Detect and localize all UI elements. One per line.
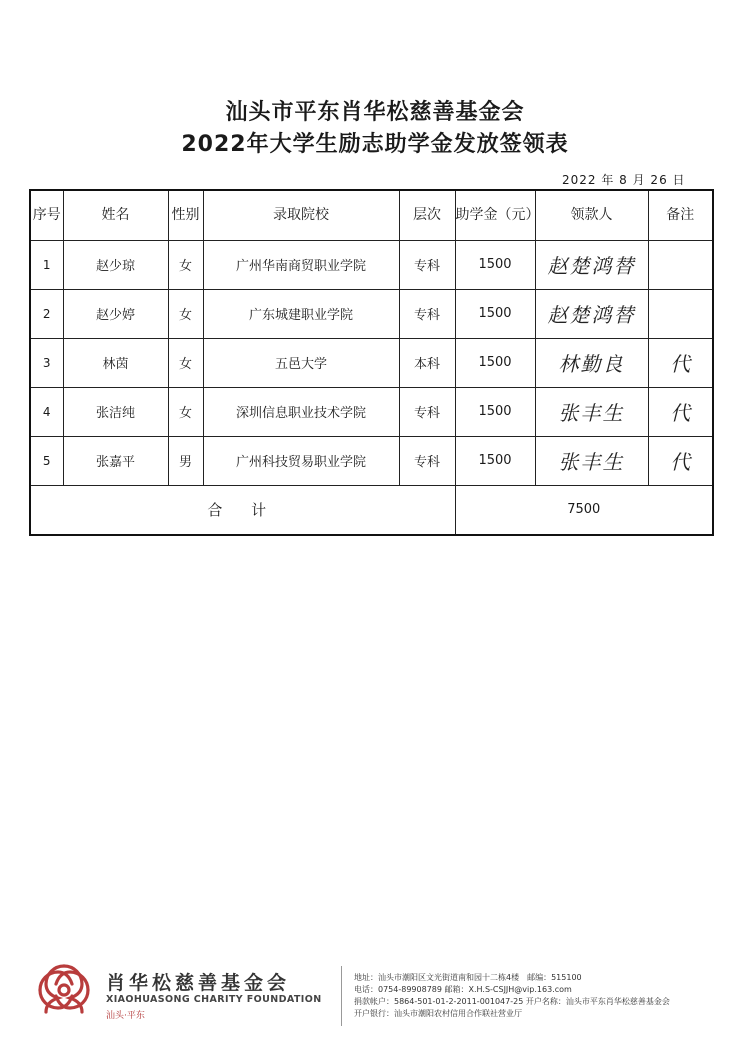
cell-remark xyxy=(648,289,713,338)
table-row xyxy=(30,240,713,289)
cell-amount: 1500 xyxy=(455,338,535,387)
cell-remark: 代 xyxy=(648,387,713,436)
allowance-table xyxy=(29,189,714,536)
cell-signature: 赵楚鸿替 xyxy=(535,240,648,289)
document-subtitle: 2022年大学生励志助学金发放签领表 xyxy=(181,132,569,157)
cell-signature: 张丰生 xyxy=(535,387,648,436)
cell-name: 赵少婷 xyxy=(63,289,168,338)
cell-school: 广州科技贸易职业学院 xyxy=(203,436,399,485)
contact-account: 捐款帐户：5864-501-01-2-2011-001047-25 开户名称：汕头市平东肖华松慈善基金会 xyxy=(354,997,670,1006)
cell-name: 张洁纯 xyxy=(63,387,168,436)
cell-level: 专科 xyxy=(399,240,455,289)
cell-seq: 4 xyxy=(30,387,63,436)
cell-remark xyxy=(648,240,713,289)
cell-seq: 3 xyxy=(30,338,63,387)
total-amount: 7500 xyxy=(455,485,713,535)
cell-school: 广东城建职业学院 xyxy=(203,289,399,338)
cell-level: 本科 xyxy=(399,338,455,387)
cell-gender: 女 xyxy=(168,387,203,436)
table-row xyxy=(30,436,713,485)
org-name-cn: 肖华松慈善基金会 xyxy=(106,972,291,994)
cell-gender: 女 xyxy=(168,289,203,338)
cell-school: 广州华南商贸职业学院 xyxy=(203,240,399,289)
document-date: 2022 年 8 月 26 日 xyxy=(562,173,686,187)
cell-name: 赵少琼 xyxy=(63,240,168,289)
total-row xyxy=(30,485,713,535)
cell-seq: 1 xyxy=(30,240,63,289)
header-amount: 助学金（元） xyxy=(455,190,535,240)
cell-amount: 1500 xyxy=(455,240,535,289)
table-row xyxy=(30,387,713,436)
cell-seq: 2 xyxy=(30,289,63,338)
foundation-logo-icon xyxy=(32,958,96,1022)
cell-remark: 代 xyxy=(648,338,713,387)
cell-amount: 1500 xyxy=(455,436,535,485)
contact-bank: 开户银行：汕头市潮阳农村信用合作联社营业厅 xyxy=(354,1009,522,1018)
table-row xyxy=(30,289,713,338)
total-label: 合 计 xyxy=(30,485,455,535)
cell-school: 深圳信息职业技术学院 xyxy=(203,387,399,436)
cell-seq: 5 xyxy=(30,436,63,485)
cell-amount: 1500 xyxy=(455,387,535,436)
cell-gender: 女 xyxy=(168,240,203,289)
contact-address: 地址：汕头市潮阳区文光街道南和园十二栋4楼 邮编：515100 xyxy=(354,973,582,982)
table-header-row xyxy=(30,190,713,240)
cell-remark: 代 xyxy=(648,436,713,485)
cell-signature: 赵楚鸿替 xyxy=(535,289,648,338)
header-recipient: 领款人 xyxy=(535,190,648,240)
contact-phone-email: 电话：0754-89908789 邮箱：X.H.S-CSJJH@vip.163.com xyxy=(354,985,572,994)
header-school: 录取院校 xyxy=(203,190,399,240)
cell-level: 专科 xyxy=(399,387,455,436)
header-remark: 备注 xyxy=(648,190,713,240)
cell-level: 专科 xyxy=(399,289,455,338)
org-name-en: XIAOHUASONG CHARITY FOUNDATION xyxy=(106,994,322,1005)
footer-divider xyxy=(341,966,342,1026)
table-row xyxy=(30,338,713,387)
header-name: 姓名 xyxy=(63,190,168,240)
cell-school: 五邑大学 xyxy=(203,338,399,387)
document-title: 汕头市平东肖华松慈善基金会 xyxy=(225,100,525,125)
cell-name: 张嘉平 xyxy=(63,436,168,485)
cell-gender: 女 xyxy=(168,338,203,387)
header-seq: 序号 xyxy=(30,190,63,240)
cell-amount: 1500 xyxy=(455,289,535,338)
header-gender: 性别 xyxy=(168,190,203,240)
cell-name: 林茵 xyxy=(63,338,168,387)
header-level: 层次 xyxy=(399,190,455,240)
cell-level: 专科 xyxy=(399,436,455,485)
org-location: 汕头·平东 xyxy=(106,1011,145,1021)
cell-signature: 林勤良 xyxy=(535,338,648,387)
cell-gender: 男 xyxy=(168,436,203,485)
cell-signature: 张丰生 xyxy=(535,436,648,485)
